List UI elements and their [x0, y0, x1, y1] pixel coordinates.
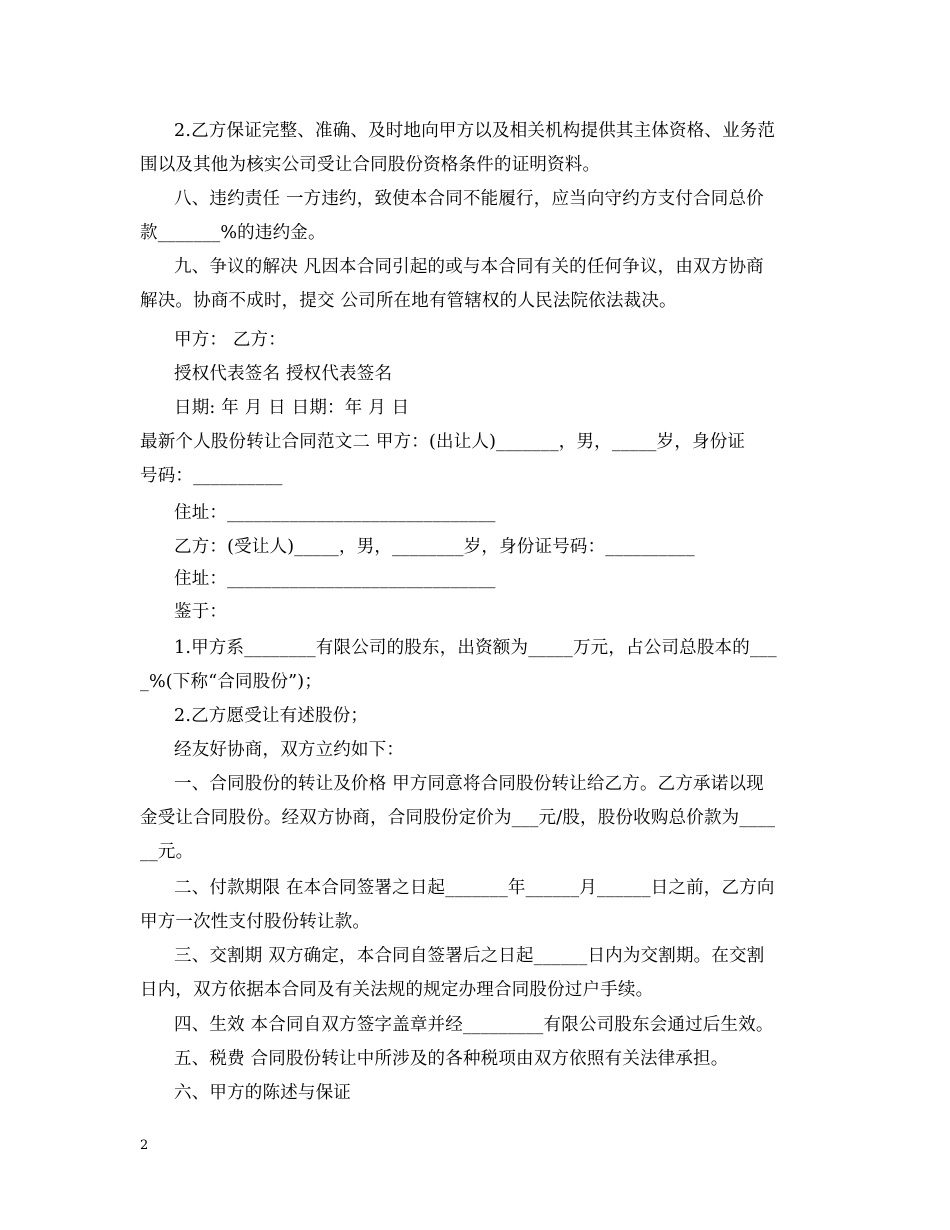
text-line: 鉴于：: [174, 602, 228, 622]
text-line: 日期: 年 月 日 日期：年 月 日: [174, 398, 410, 418]
text-line: 授权代表签名 授权代表签名: [174, 364, 393, 384]
text-line: 三、交割期 双方确定，本合同自签署后之日起______日内为交割期。在交割: [174, 946, 765, 966]
text-line: 金受让合同股份。经双方协商，合同股份定价为___元/股，股份收购总价款为____: [140, 808, 776, 828]
text-line: 1.甲方系________有限公司的股东，出资额为_____万元，占公司总股本的___: [174, 638, 777, 658]
text-line: 六、甲方的陈述与保证: [174, 1083, 351, 1103]
text-line: 经友好协商，双方立约如下：: [174, 740, 405, 760]
text-line: 住址：______________________________: [174, 503, 496, 523]
text-line: 九、争议的解决 凡因本合同引起的或与本合同有关的任何争议，由双方协商: [174, 257, 764, 277]
text-line: 八、违约责任 一方违约，致使本合同不能履行，应当向守约方支付合同总价: [174, 189, 764, 209]
text-line: __元。: [140, 842, 194, 862]
text-line: 日内，双方依据本合同及有关法规的规定办理合同股份过户手续。: [140, 980, 654, 1000]
text-line: 一、合同股份的转让及价格 甲方同意将合同股份转让给乙方。乙方承诺以现: [174, 774, 764, 794]
text-line: 五、税费 合同股份转让中所涉及的各种税项由双方依照有关法律承担。: [174, 1049, 729, 1069]
text-line: 乙方：(受让人)_____，男，________岁，身份证号码：__________: [174, 537, 695, 557]
text-line: 2.乙方愿受让有述股份；: [174, 706, 369, 726]
text-line: 四、生效 本合同自双方签字盖章并经_________有限公司股东会通过后生效。: [174, 1015, 774, 1035]
text-line: 二、付款期限 在本合同签署之日起_______年______月______日之前，乙方向: [174, 878, 775, 898]
text-line: 甲方一次性支付股份转让款。: [140, 912, 371, 932]
text-line: 围以及其他为核实公司受让合同股份资格条件的证明资料。: [140, 155, 601, 175]
text-line: 号码：__________: [140, 466, 283, 486]
text-line: 款_______%的违约金。: [140, 223, 326, 243]
text-line: 2.乙方保证完整、准确、及时地向甲方以及相关机构提供其主体资格、业务范: [174, 121, 776, 141]
text-line: 住址：______________________________: [174, 569, 496, 589]
text-line: 甲方： 乙方：: [174, 330, 286, 350]
page-number: 2: [140, 1138, 149, 1153]
text-line: _%(下称“合同股份”)；: [140, 672, 323, 692]
text-line: 最新个人股份转让合同范文二 甲方：(出让人)_______，男，_____岁，身份证: [140, 432, 746, 452]
text-line: 解决。协商不成时，提交 公司所在地有管辖权的人民法院依法裁决。: [140, 291, 677, 311]
